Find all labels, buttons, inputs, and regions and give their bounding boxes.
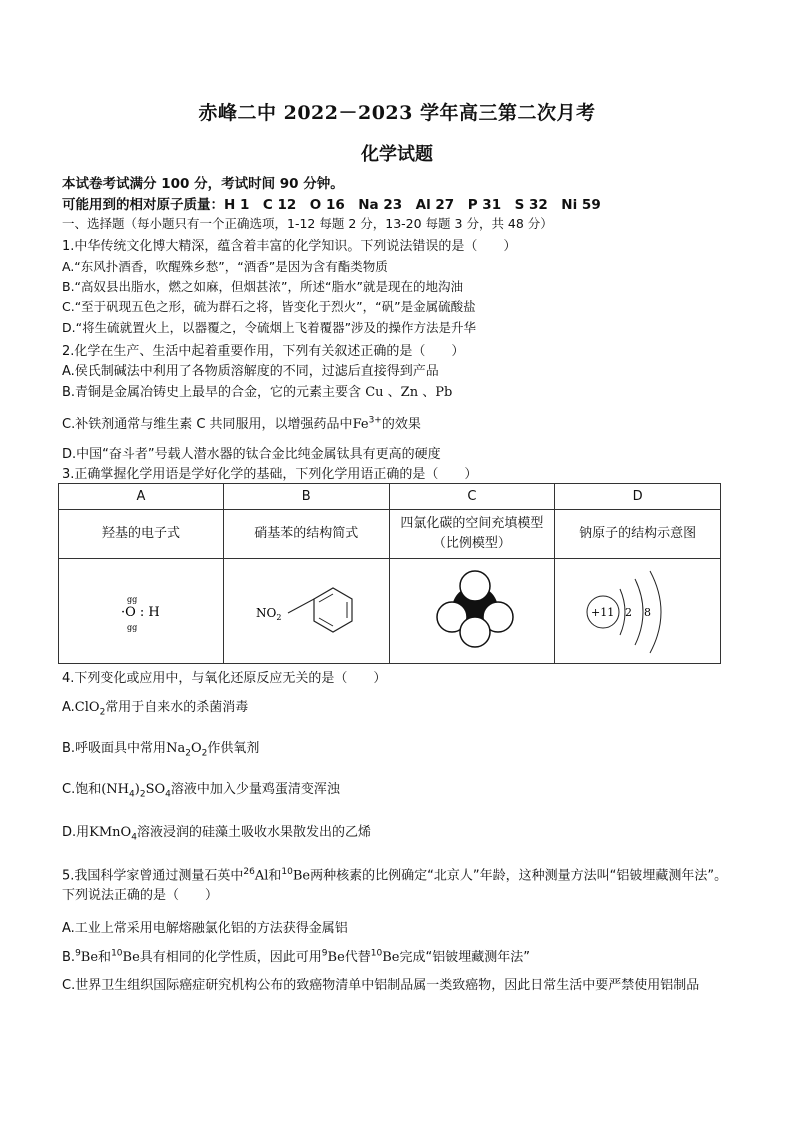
q4-option-d-formula: KMnO (89, 825, 132, 840)
q5-option-c: C.世界卫生组织国际癌症研究机构公布的致癌物清单中铝制品属一类致癌物，因此日常生活中要严禁使用铝制品 (62, 978, 700, 993)
q4-option-b-f2: O (190, 741, 202, 756)
q4-option-c-text: C.饱和 (62, 782, 102, 797)
q3-col-c-header: C (389, 484, 555, 510)
q2-stem: 2.化学在生产、生活中起着重要作用，下列有关叙述正确的是（ ） (62, 344, 465, 359)
q5-b-e4: Be (382, 950, 400, 965)
q1-option-b: B.“高奴县出脂水，燃之如麻，但烟甚浓”，所述“脂水”就是现在的地沟油 (62, 279, 463, 294)
q2-option-b-elements: Cu 、Zn 、Pb (365, 385, 453, 400)
q5-b-m4: 10 (370, 948, 383, 959)
electron-dots-bottom: gg (126, 623, 138, 632)
peripheral-atom-top (460, 571, 490, 601)
q3-col-a-desc: 羟基的电子式 (59, 510, 224, 559)
q3-col-b-header: B (223, 484, 389, 510)
q3-col-c-desc: 四氯化碳的空间充填模型（比例模型） (389, 510, 555, 559)
q2-option-c-ion: Fe (352, 417, 369, 432)
q4-option-d (62, 821, 371, 843)
q4-option-a-formula: ClO (74, 700, 100, 715)
q2-option-c-text: C.补铁剂通常与维生素 C 共同服用，以增强药品中 (62, 417, 353, 432)
q5-stem-part3: 两种核素的比例确定“北京人”年龄，这种测量方法叫“铝铍埋藏测年法”。下列说法正确的是（ ） (62, 868, 728, 904)
q2-option-d: D.中国“奋斗者”号载人潜水器的钛合金比纯金属钛具有更高的硬度 (62, 447, 441, 462)
exam-info-line: 本试卷考试满分 100 分，考试时间 90 分钟。 (62, 176, 344, 192)
electron-dots-top: gg (126, 595, 138, 604)
hydroxyl-formula: ·O : H (120, 605, 160, 620)
q2-option-c-end: 的效果 (381, 417, 421, 432)
q3-col-d-figure (555, 559, 721, 664)
q5-b-end: 完成“铝铍埋藏测年法” (399, 950, 530, 965)
q5-option-a: A.工业上常采用电解熔融氯化铝的方法获得金属铝 (62, 921, 348, 936)
q4-option-b (62, 737, 259, 759)
q1-option-c: C.“至于矾现五色之形，硫为群石之将，皆变化于烈火”，“矾”是金属硫酸盐 (62, 299, 476, 314)
nitro-bond (288, 599, 314, 613)
q5-element-al: Al (254, 868, 269, 884)
sodium-atom-structure (558, 559, 718, 659)
q4-option-a-sub: 2 (99, 707, 106, 718)
q5-b-m3: 9 (321, 948, 328, 959)
q5-b-mid1: 和 (98, 950, 112, 965)
q3-col-a-figure (59, 559, 224, 664)
q4-option-b-end: 作供氧剂 (207, 741, 260, 756)
q4-option-b-s2: 2 (201, 748, 208, 759)
q2-option-c-charge: 3+ (368, 415, 382, 426)
q4-option-a (62, 696, 248, 718)
q4-option-c-f1: (NH (101, 782, 130, 797)
q4-option-d-sub: 4 (131, 832, 137, 843)
ccl4-space-filling-model (392, 559, 552, 659)
q5-b-mid2: 具有相同的化学性质，因此可用 (139, 950, 322, 965)
q5-b-m2: 10 (111, 948, 123, 959)
q5-b-label: B. (62, 950, 76, 965)
q1-stem: 1.中华传统文化博大精深，蕴含着丰富的化学知识。下列说法错误的是（ ） (62, 239, 517, 254)
section-heading: 一、选择题（每小题只有一个正确选项，1-12 每题 2 分，13-20 每题 3 分，共 48 分） (62, 216, 553, 231)
q5-stem-part2: 和 (268, 868, 282, 884)
q5-b-e2: Be (122, 950, 140, 965)
q3-col-b-figure (223, 559, 389, 664)
q4-option-c-end: 溶液中加入少量鸡蛋清变浑浊 (170, 782, 340, 797)
exam-title: 赤峰二中 2022－2023 学年高三第二次月考 (198, 102, 596, 124)
q1-option-a: A.“东风扑酒香，吹醒殊乡愁”，“酒香”是因为含有酯类物质 (62, 259, 388, 274)
q4-option-a-label: A. (62, 700, 75, 715)
q2-option-b (62, 381, 452, 400)
q5-mass-be: 10 (281, 867, 293, 877)
q5-b-e1: Be (80, 950, 99, 965)
q4-option-c-s1: 4 (129, 789, 135, 800)
q5-b-e3: Be (327, 950, 345, 965)
peripheral-atom-bottom (460, 617, 490, 647)
q2-option-b-text: B.青铜是金属冶铸史上最早的合金，它的元素主要含 (62, 385, 362, 400)
nitro-group-label: $NO_2$ (256, 606, 282, 622)
q3-options-table (58, 483, 721, 664)
q4-option-a-text: 常用于自来水的杀菌消毒 (105, 700, 249, 715)
q4-option-b-text: B.呼吸面具中常用 (62, 741, 167, 756)
nucleus-charge: +11 (590, 606, 614, 619)
q4-option-c-s2: 2 (139, 789, 146, 800)
q5-mass-al: 26 (243, 867, 255, 877)
q4-option-c-s3: 4 (165, 789, 171, 800)
q2-option-c (62, 413, 421, 432)
exam-subtitle: 化学试题 (361, 144, 433, 165)
q4-option-b-s1: 2 (185, 748, 191, 759)
nitrobenzene-structure (226, 559, 386, 659)
q2-option-a: A.侯氏制碱法中利用了各物质溶解度的不同，过滤后直接得到产品 (62, 364, 439, 379)
shell-2-count: 8 (643, 606, 651, 619)
q3-col-a-header: A (59, 484, 224, 510)
q5-b-mid3: 代替 (344, 950, 371, 965)
q4-stem: 4.下列变化或应用中，与氧化还原反应无关的是（ ） (62, 671, 387, 686)
shell-1-count: 2 (624, 606, 632, 619)
q3-col-c-figure (389, 559, 555, 664)
q4-option-d-end: 溶液浸润的硅藻土吸收水果散发出的乙烯 (136, 825, 371, 840)
benzene-ring (314, 588, 352, 632)
q4-option-d-text: D.用 (62, 825, 90, 840)
hydroxyl-electron-formula (61, 559, 221, 659)
q3-col-d-desc: 钠原子的结构示意图 (555, 510, 721, 559)
q3-col-d-header: D (555, 484, 721, 510)
electron-shell-3 (650, 571, 661, 653)
q4-option-b-f1: Na (166, 741, 186, 756)
q5-b-m1: 9 (75, 948, 81, 959)
electron-shell-2 (635, 579, 643, 645)
q1-option-d: D.“将生硫就置火上，以器覆之，令硫烟上飞着覆器”涉及的操作方法是升华 (62, 320, 477, 335)
q4-option-c (62, 778, 340, 800)
q5-option-b (62, 946, 530, 965)
q4-option-c-f3: SO (145, 782, 166, 797)
atomic-masses-line: 可能用到的相对原子质量：H 1 C 12 O 16 Na 23 Al 27 P 31 S 32 Ni 59 (62, 197, 601, 213)
q5-stem-part1: 5.我国科学家曾通过测量石英中 (62, 868, 244, 884)
q3-col-b-desc: 硝基苯的结构简式 (223, 510, 389, 559)
q4-option-c-f2: ) (134, 782, 140, 797)
q3-stem: 3.正确掌握化学用语是学好化学的基础，下列化学用语正确的是（ ） (62, 467, 478, 482)
q5-element-be: Be (292, 868, 311, 884)
q5-stem (62, 862, 732, 906)
